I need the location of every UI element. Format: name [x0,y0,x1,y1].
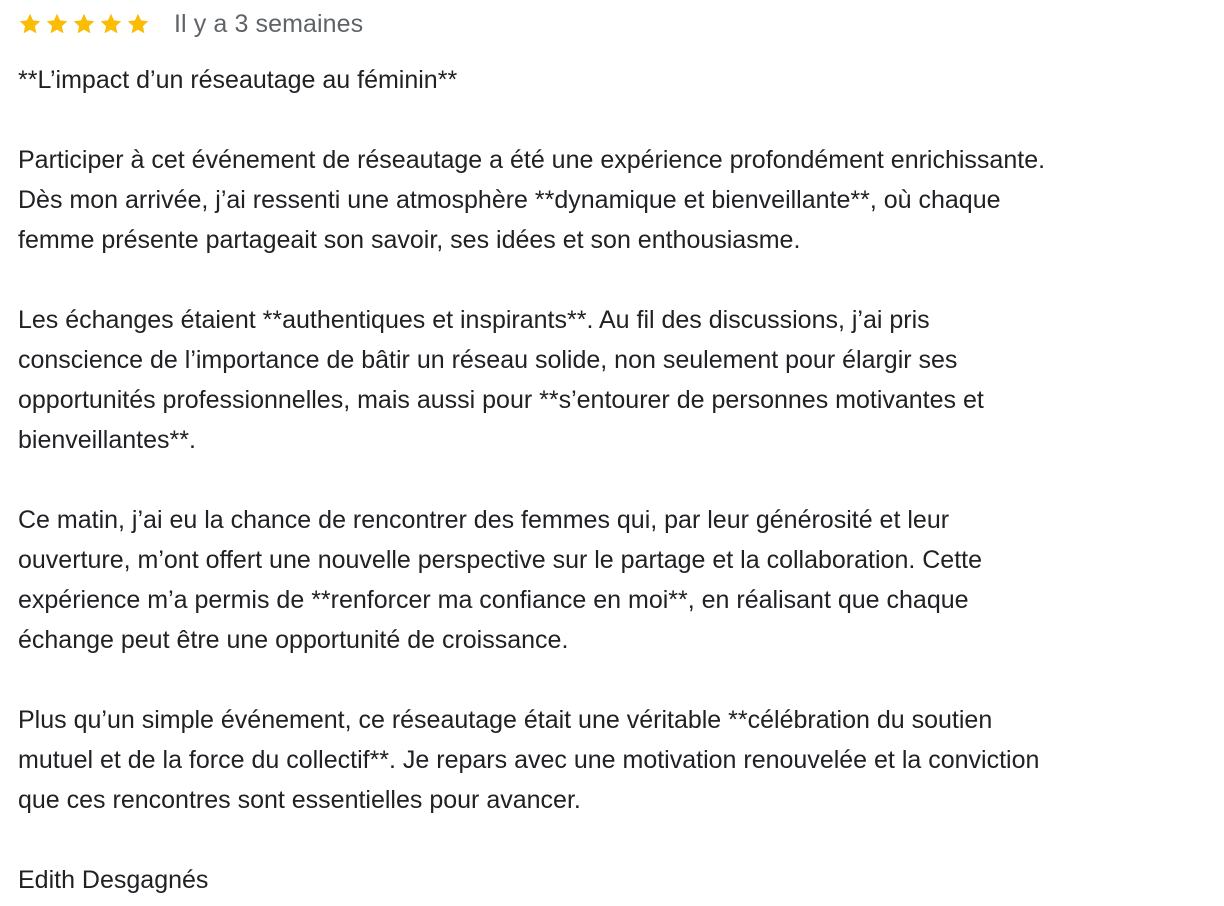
star-icon [45,12,69,36]
paragraph-spacer [18,820,1214,860]
star-icon [18,12,42,36]
star-icon [72,12,96,36]
review-text-line: Participer à cet événement de réseautage a été une expérience profondément enrichissante. [18,146,1046,174]
review-text-line: conscience de l’importance de bâtir un réseau solide, non seulement pour élargir ses [18,346,958,374]
review-text-line: mutuel et de la force du collectif**. Je repars avec une motivation renouvelée et la conviction [18,746,1040,774]
review-text-line: Dès mon arrivée, j’ai ressenti une atmosphère **dynamique et bienveillante**, où chaque [18,186,1001,214]
review-text-line: ouverture, m’ont offert une nouvelle perspective sur le partage et la collaboration. Cette [18,546,982,574]
star-rating [18,12,150,36]
review-signature: Edith Desgagnés [18,866,209,894]
star-icon [99,12,123,36]
review-text-line: Les échanges étaient **authentiques et inspirants**. Au fil des discussions, j’ai pris [18,306,930,334]
review-text-line: que ces rencontres sont essentielles pour avancer. [18,786,581,814]
review-header [18,0,1214,48]
review-card [18,0,1214,900]
review-title: **L’impact d’un réseautage au féminin** [18,66,458,94]
review-text-line: Ce matin, j’ai eu la chance de rencontrer des femmes qui, par leur générosité et leur [18,506,950,534]
review-text-line: opportunités professionnelles, mais aussi pour **s’entourer de personnes motivantes et [18,386,984,414]
paragraph-spacer [18,660,1214,700]
review-text-line: échange peut être une opportunité de croissance. [18,626,569,654]
review-text-line: bienveillantes**. [18,426,196,454]
review-date: Il y a 3 semaines [174,9,364,38]
paragraph-spacer [18,460,1214,500]
review-text-line: femme présente partageait son savoir, ses idées et son enthousiasme. [18,226,801,254]
paragraph-spacer [18,260,1214,300]
review-text-line: Plus qu’un simple événement, ce réseautage était une véritable **célébration du soutien [18,706,993,734]
paragraph-spacer [18,100,1214,140]
star-icon [126,12,150,36]
review-body [18,60,1214,900]
review-text-line: expérience m’a permis de **renforcer ma confiance en moi**, en réalisant que chaque [18,586,969,614]
